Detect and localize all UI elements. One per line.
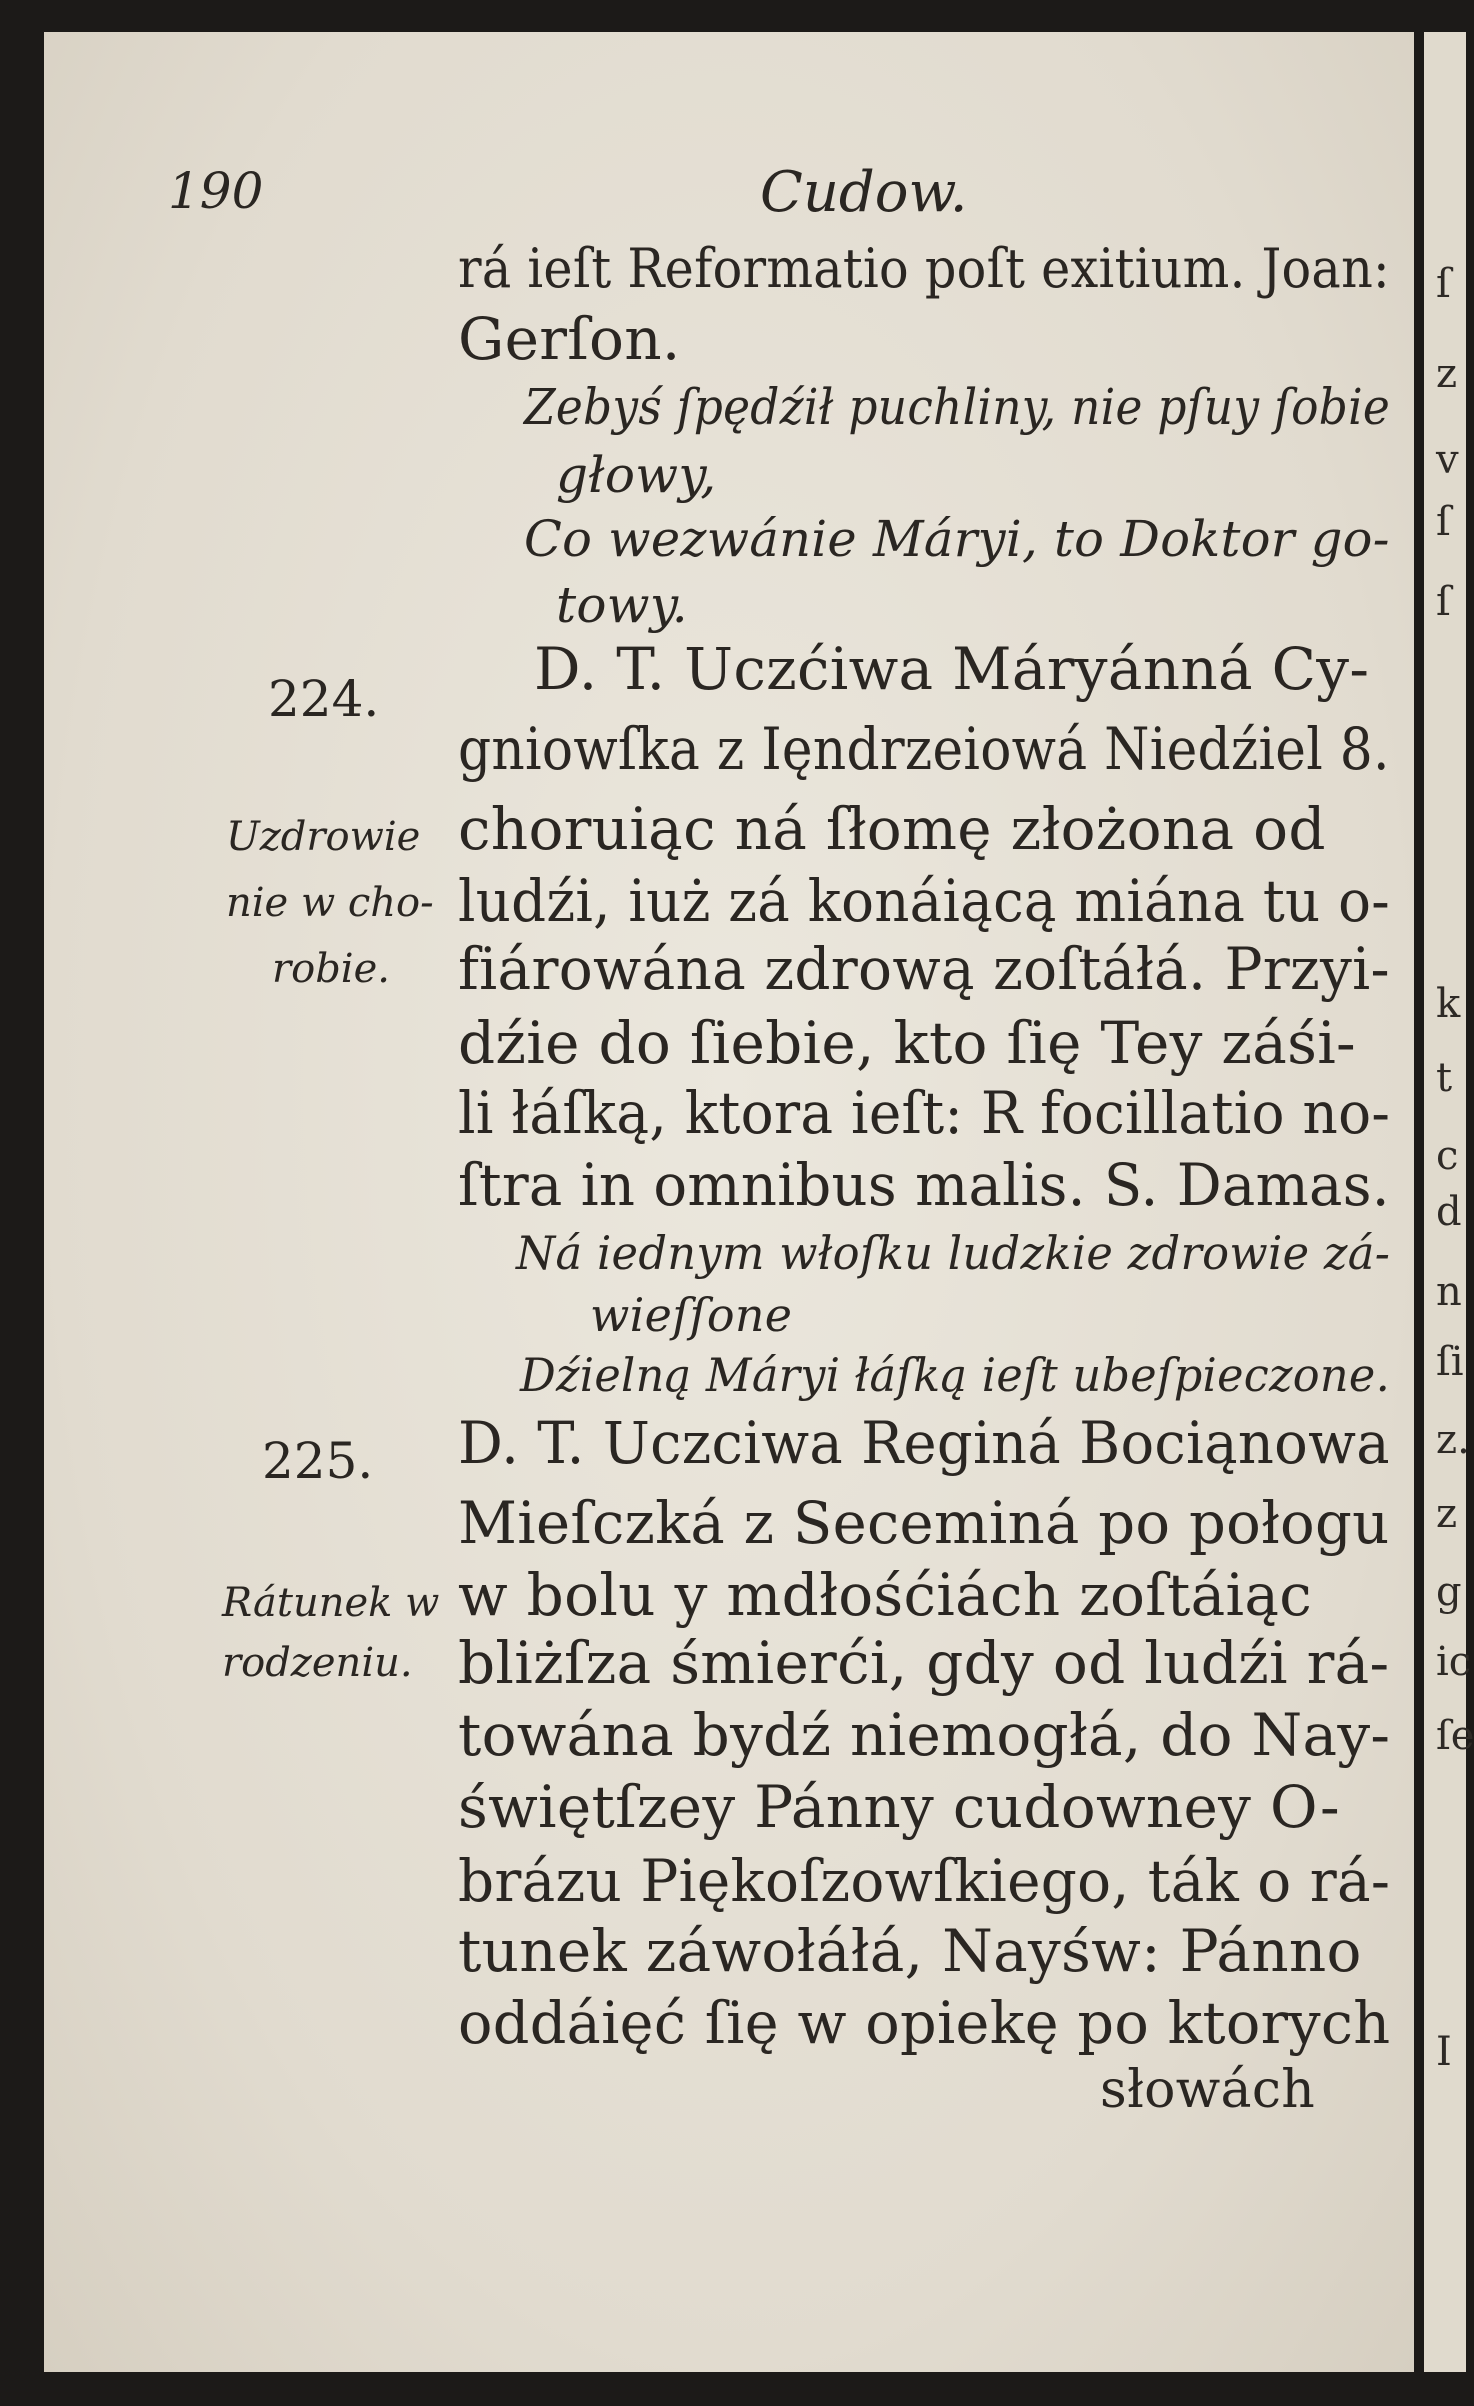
text-line: D. T. Uczćiwa Máryánná Cy-	[534, 635, 1370, 703]
text-line: bliżſza śmierći, gdy od ludźi rá-	[458, 1629, 1390, 1697]
marginal-note-line: nie w cho-	[226, 880, 434, 926]
marginal-note-line: robie.	[272, 946, 390, 992]
text-line: świętſzey Pánny cudowney O-	[458, 1773, 1340, 1841]
section-number-225: 225.	[262, 1432, 374, 1490]
adjacent-page-edge	[1424, 32, 1474, 2372]
adjacent-fragment: c	[1436, 1133, 1459, 1179]
text-line: towána bydź niemogłá, do Nay-	[458, 1701, 1391, 1769]
text-line: Mieſczká z Seceminá po połogu	[458, 1489, 1390, 1557]
text-line: Gerſon.	[458, 305, 681, 373]
text-line: brázu Piękoſzowſkiego, ták o rá-	[458, 1847, 1391, 1915]
marginal-note-line: rodzeniu.	[222, 1640, 413, 1686]
text-line: ſtra in omnibus malis. S. Damas.	[458, 1151, 1390, 1219]
adjacent-fragment: z	[1436, 351, 1458, 397]
text-line: w bolu y mdłośćiách zoſtáiąc	[458, 1561, 1313, 1629]
section-number-224: 224.	[268, 670, 380, 728]
running-title: Cudow.	[760, 160, 968, 225]
adjacent-fragment: ic	[1436, 1639, 1472, 1685]
text-line: D. T. Uczciwa Reginá Bociąnowa	[458, 1409, 1390, 1477]
adjacent-fragment: ſ	[1436, 579, 1451, 625]
adjacent-fragment: ſe	[1436, 1713, 1474, 1759]
catchword: słowách	[1100, 2060, 1316, 2120]
text-line: oddáięć ſię w opiekę po ktorych	[458, 1989, 1391, 2057]
adjacent-fragment: g	[1436, 1569, 1462, 1615]
adjacent-fragment: z.	[1436, 1417, 1470, 1463]
adjacent-fragment: n	[1436, 1269, 1462, 1315]
text-line: ludźi, iuż zá konáiącą miána tu o-	[458, 867, 1391, 935]
adjacent-fragment: ſ	[1436, 261, 1451, 307]
adjacent-fragment: t	[1436, 1055, 1453, 1101]
text-line: fiárowána zdrową zoſtáłá. Przyi-	[458, 935, 1390, 1003]
verse-line: Ná iednym włoſku ludzkie zdrowie zá-	[516, 1226, 1391, 1280]
text-line: li łáſką, ktora ieſt: R focillatio no-	[458, 1079, 1391, 1147]
adjacent-fragment: z	[1436, 1491, 1458, 1537]
verse-line: głowy,	[556, 446, 717, 504]
text-line: tunek záwołáłá, Nayśw: Pánno	[458, 1917, 1362, 1985]
verse-line: wieſſone	[590, 1288, 793, 1342]
text-line: choruiąc ná ſłomę złożona od	[458, 795, 1326, 863]
marginal-note-line: Rátunek w	[222, 1580, 440, 1626]
text-line: rá ieſt Reformatio poſt exitium. Joan:	[458, 237, 1390, 300]
verse-line: Zebyś ſpędźił puchliny, nie pſuy ſobie	[524, 378, 1391, 436]
adjacent-fragment: k	[1436, 981, 1461, 1027]
marginal-note-line: Uzdrowie	[226, 814, 421, 860]
adjacent-fragment: d	[1436, 1189, 1462, 1235]
adjacent-fragment: v	[1436, 437, 1459, 483]
adjacent-fragment: I	[1436, 2029, 1452, 2075]
text-line: dźie do ſiebie, kto ſię Tey záśi-	[458, 1009, 1356, 1077]
verse-line: towy.	[556, 576, 688, 634]
adjacent-fragment: ſ	[1436, 499, 1451, 545]
verse-line: Dźielną Máryi łáſką ieſt ubeſpieczone.	[520, 1348, 1391, 1402]
page-number: 190	[168, 162, 264, 220]
verse-line: Co wezwánie Máryi, to Doktor go-	[524, 510, 1390, 568]
adjacent-fragment: ſi	[1436, 1339, 1464, 1385]
text-line: gniowſka z Ięndrzeiowá Niedźiel 8.	[458, 715, 1390, 783]
